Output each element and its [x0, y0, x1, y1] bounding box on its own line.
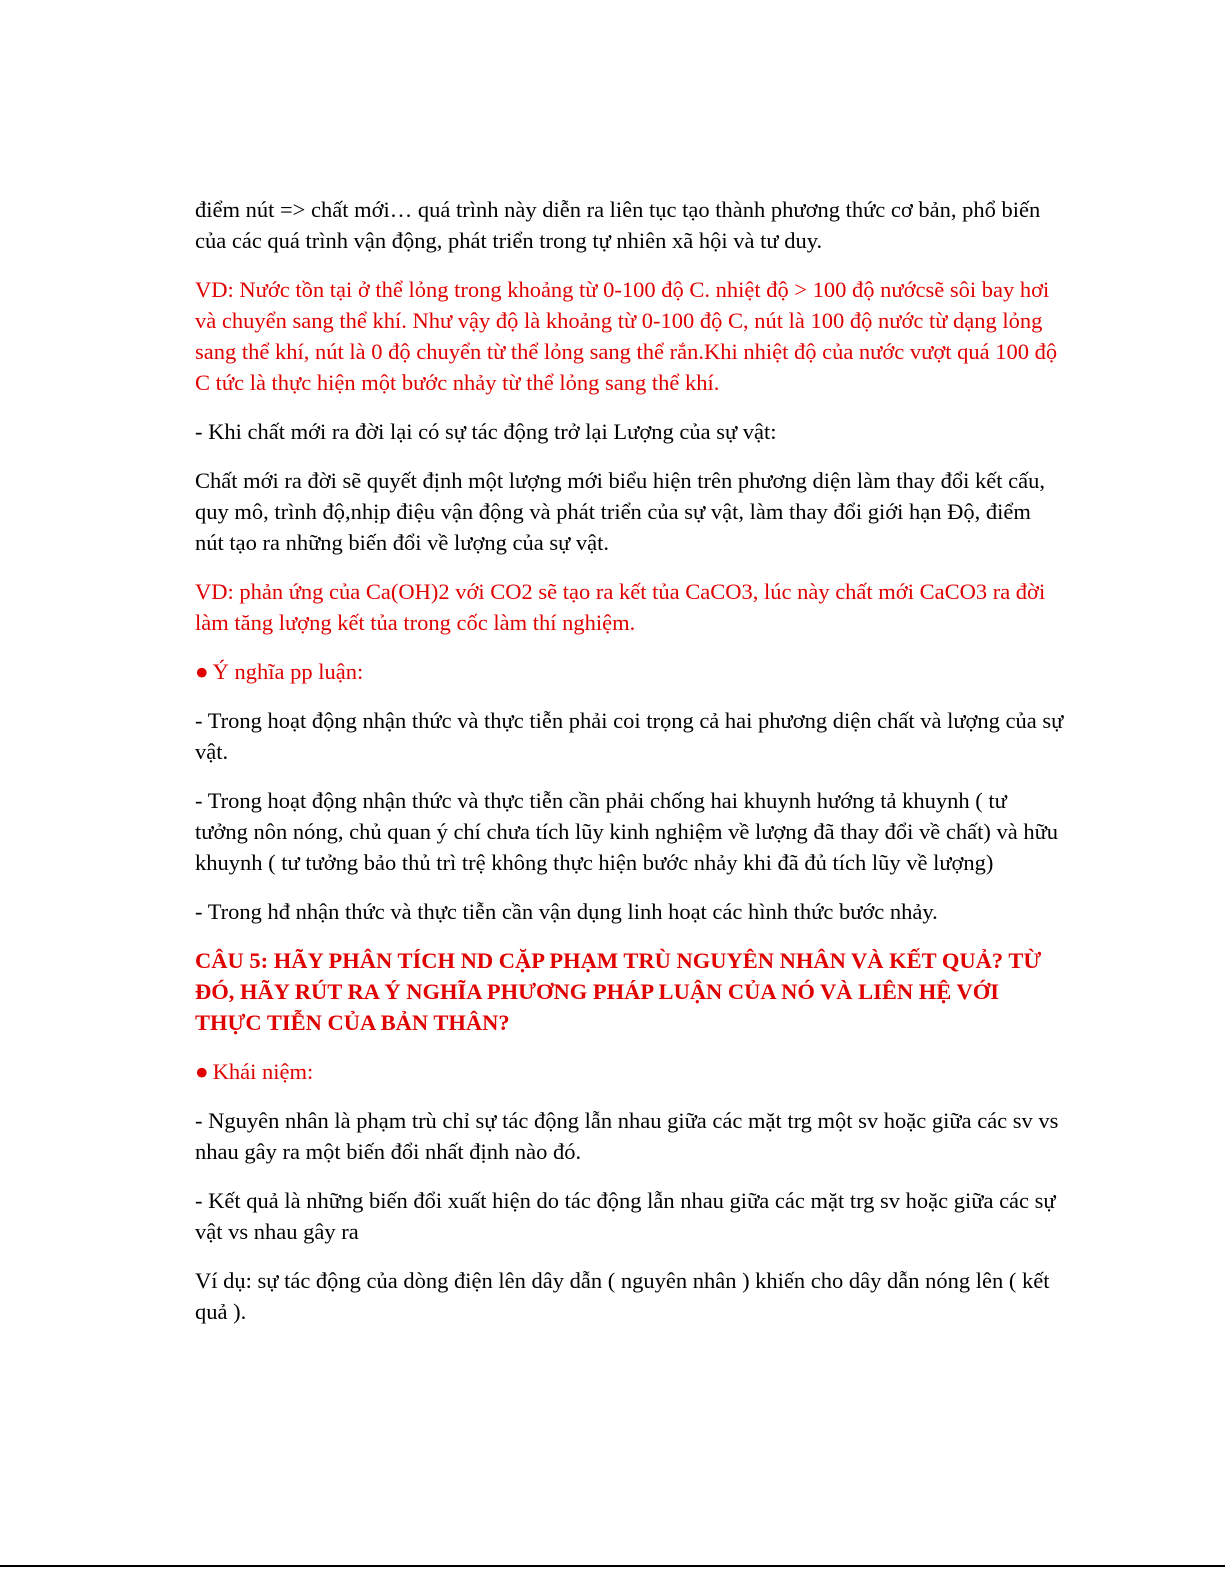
- bullet-heading: [195, 656, 1065, 687]
- paragraph: - Trong hoạt động nhận thức và thực tiễn cần phải chống hai khuynh hướng tả khuynh ( tư tưởng nôn nóng, chủ quan ý chí chưa tích lũy kinh nghiệm về lượng đã thay đổi về chất) và hữu khuynh ( tư tưởng bảo thủ trì trệ không thực hiện bước nhảy khi đã đủ tích lũy về lượng): [195, 788, 1059, 875]
- bullet-heading-text: Khái niệm:: [212, 1059, 314, 1084]
- paragraph: - Kết quả là những biến đổi xuất hiện do tác động lẫn nhau giữa các mặt trg sv hoặc giữa các sự vật vs nhau gây ra: [195, 1188, 1056, 1244]
- paragraph: Chất mới ra đời sẽ quyết định một lượng mới biểu hiện trên phương diện làm thay đổi kết cấu, quy mô, trình độ,nhịp điệu vận động và phát triển của sự vật, làm thay đổi giới hạn Độ, điểm nút tạo ra những biến đổi về lượng của sự vật.: [195, 468, 1045, 555]
- paragraph: - Khi chất mới ra đời lại có sự tác động trở lại Lượng của sự vật:: [195, 419, 777, 444]
- bullet-heading: [195, 1056, 1065, 1087]
- bullet-icon: ●: [195, 1059, 209, 1084]
- paragraph: - Trong hoạt động nhận thức và thực tiễn phải coi trọng cả hai phương diện chất và lượng của sự vật.: [195, 708, 1064, 764]
- paragraph: điểm nút => chất mới… quá trình này diễn ra liên tục tạo thành phương thức cơ bản, phổ biến của các quá trình vận động, phát triển trong tự nhiên xã hội và tư duy.: [195, 197, 1041, 253]
- bullet-heading-text: Ý nghĩa pp luận:: [212, 659, 364, 684]
- paragraph: - Trong hđ nhận thức và thực tiễn cần vận dụng linh hoạt các hình thức bước nhảy.: [195, 899, 938, 924]
- question-heading: CÂU 5: HÃY PHÂN TÍCH ND CẶP PHẠM TRÙ NGUYÊN NHÂN VÀ KẾT QUẢ? TỪ ĐÓ, HÃY RÚT RA Ý NGHĨA PHƯƠNG PHÁP LUẬN CỦA NÓ VÀ LIÊN HỆ VỚI THỰC TIỄN CỦA BẢN THÂN?: [195, 948, 1042, 1035]
- example-paragraph: VD: phản ứng của Ca(OH)2 với CO2 sẽ tạo ra kết tủa CaCO3, lúc này chất mới CaCO3 ra đời làm tăng lượng kết tủa trong cốc làm thí nghiệm.: [195, 579, 1046, 635]
- page-bottom-rule: [0, 1565, 1225, 1567]
- paragraph: - Nguyên nhân là phạm trù chỉ sự tác động lẫn nhau giữa các mặt trg một sv hoặc giữa các sv vs nhau gây ra một biến đổi nhất định nào đó.: [195, 1108, 1059, 1164]
- bullet-icon: ●: [195, 659, 209, 684]
- paragraph: Ví dụ: sự tác động của dòng điện lên dây dẫn ( nguyên nhân ) khiến cho dây dẫn nóng lên ( kết quả ).: [195, 1268, 1050, 1324]
- example-paragraph: VD: Nước tồn tại ở thể lỏng trong khoảng từ 0-100 độ C. nhiệt độ > 100 độ nướcsẽ sôi bay hơi và chuyển sang thể khí. Như vậy độ là khoảng từ 0-100 độ C, nút là 100 độ nước từ dạng lỏng sang thể khí, nút là 0 độ chuyển từ thể lỏng sang thể rắn.Khi nhiệt độ của nước vượt quá 100 độ C tức là thực hiện một bước nhảy từ thể lỏng sang thể khí.: [195, 277, 1058, 395]
- document-page: [195, 194, 1065, 1345]
